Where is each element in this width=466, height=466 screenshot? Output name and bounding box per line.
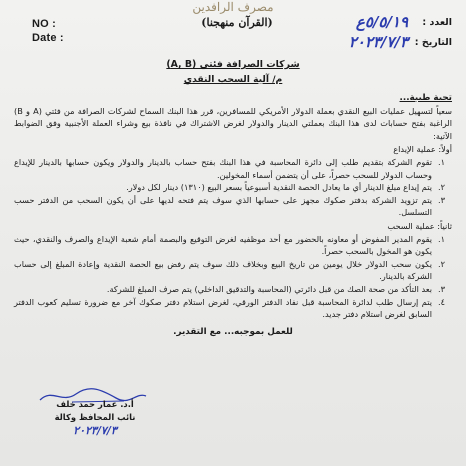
signature-date: ٢٠٢٣/٧/٣ (73, 424, 117, 437)
item-number: ١. (437, 156, 445, 167)
list-item (14, 194, 452, 219)
signature-block (40, 398, 150, 437)
greeting: تحية طيبة... (399, 93, 452, 103)
bank-logo-text: مصرف الرافدين (192, 0, 274, 14)
item-text: يكون سحب الدولار خلال يومين من تاريخ البيع وبخلاف ذلك سوف يتم رفض بيع الحصة النقدية وإعادة المبلغ إلى حساب الشركة بالدينار. (14, 258, 432, 282)
closing-line: للعمل بموجبه... مع التقدير. (173, 326, 293, 337)
signatory-name: أ.د. عمار حمد خلف (56, 399, 134, 409)
intro-paragraph: سعياً لتسهيل عمليات البيع النقدي بعملة الدولار الأمريكي للمسافرين، قرر هذا البنك السماح لشركات الصرافة من فئتي (A و B) الراغبة بفتح حسابات لدى هذا البنك بعملتي الدينار والدولار لغرض الاشتراك في نافذة بيع وشراء العملة الأجنبية وفق الضوابط الآتية: (14, 105, 452, 141)
date-row (32, 31, 182, 45)
motto: (القرآن منهجنا) (201, 16, 273, 29)
list-item (14, 296, 452, 321)
item-number: ٣. (437, 194, 445, 205)
date-ar-value: ٢٠٢٣/٧/٣ (348, 33, 408, 51)
no-row (32, 17, 182, 31)
item-text: يقوم المدير المفوض أو معاونه بالحضور مع أحد موظفيه لغرض التوقيع والبصمة أمام شعبة الإيداع والصرف والنقدي، حيث يكون هو المخول بالسحب حصراً. (14, 233, 432, 257)
list-item (14, 181, 452, 194)
signatory-position: نائب المحافظ وكالة (54, 412, 136, 422)
date-ar-label: التاريخ : (414, 36, 452, 48)
subject-line: م/ آلية السحب النقدي (183, 74, 283, 85)
list-item (14, 233, 452, 258)
list-item (14, 156, 452, 181)
item-text: يتم إرسال طلب لدائرة المحاسبة قبل نفاد الدفتر الورقي، لغرض استلام دفتر صكوك آخر مع ضرورة تسليم كعوب الدفتر السابق لغرض استلام دفتر جديد. (14, 296, 432, 320)
section-withdrawal-heading: ثانياً: عملية السحب (387, 220, 452, 231)
item-number: ٣. (437, 283, 445, 294)
item-number: ٤. (437, 296, 445, 307)
date-label: Date : (32, 32, 64, 44)
ref-label: العدد : (422, 16, 452, 28)
item-number: ١. (437, 233, 445, 244)
item-text: بعد التأكد من صحة الصك من قبل دائرتي (المحاسبة والتدقيق الداخلي) يتم صرف المبلغ للشركة. (106, 283, 432, 294)
ref-row (302, 12, 452, 32)
date-ar-row (302, 32, 452, 52)
arabic-reference-block (302, 12, 452, 52)
list-item (14, 283, 452, 296)
item-text: يتم إيداع مبلغ الدينار أي ما يعادل الحصة النقدية أسبوعياً بسعر البيع (١٣١٠) دينار لكل دولار. (126, 182, 432, 193)
item-number: ٢. (437, 258, 445, 269)
letter-body (14, 58, 452, 338)
no-label: NO : (32, 18, 57, 30)
section-deposit-heading: أولاً: عملية الإيداع (393, 144, 452, 155)
recipient-title: شركات الصرافة فئتي (A, B) (166, 59, 300, 70)
ref-value: ٥/٥/١٩ع (355, 13, 408, 31)
english-reference-block (32, 17, 182, 45)
list-item (14, 258, 452, 283)
item-text: تقوم الشركة بتقديم طلب إلى دائرة المحاسبة في هذا البنك بفتح حساب بالدينار والدولار ويكون حسابها بالدينار للإيداع وحساب الدولار للسحب حصراً، على أن يتضمن أسماء المخولين. (14, 156, 432, 180)
item-text: يتم تزويد الشركة بدفتر صكوك مجهز على حسابها الذي سوف يتم فتحه لديها على أن يكون السحب من الدفتر حسب التسلسل. (14, 194, 432, 218)
item-number: ٢. (437, 182, 445, 193)
